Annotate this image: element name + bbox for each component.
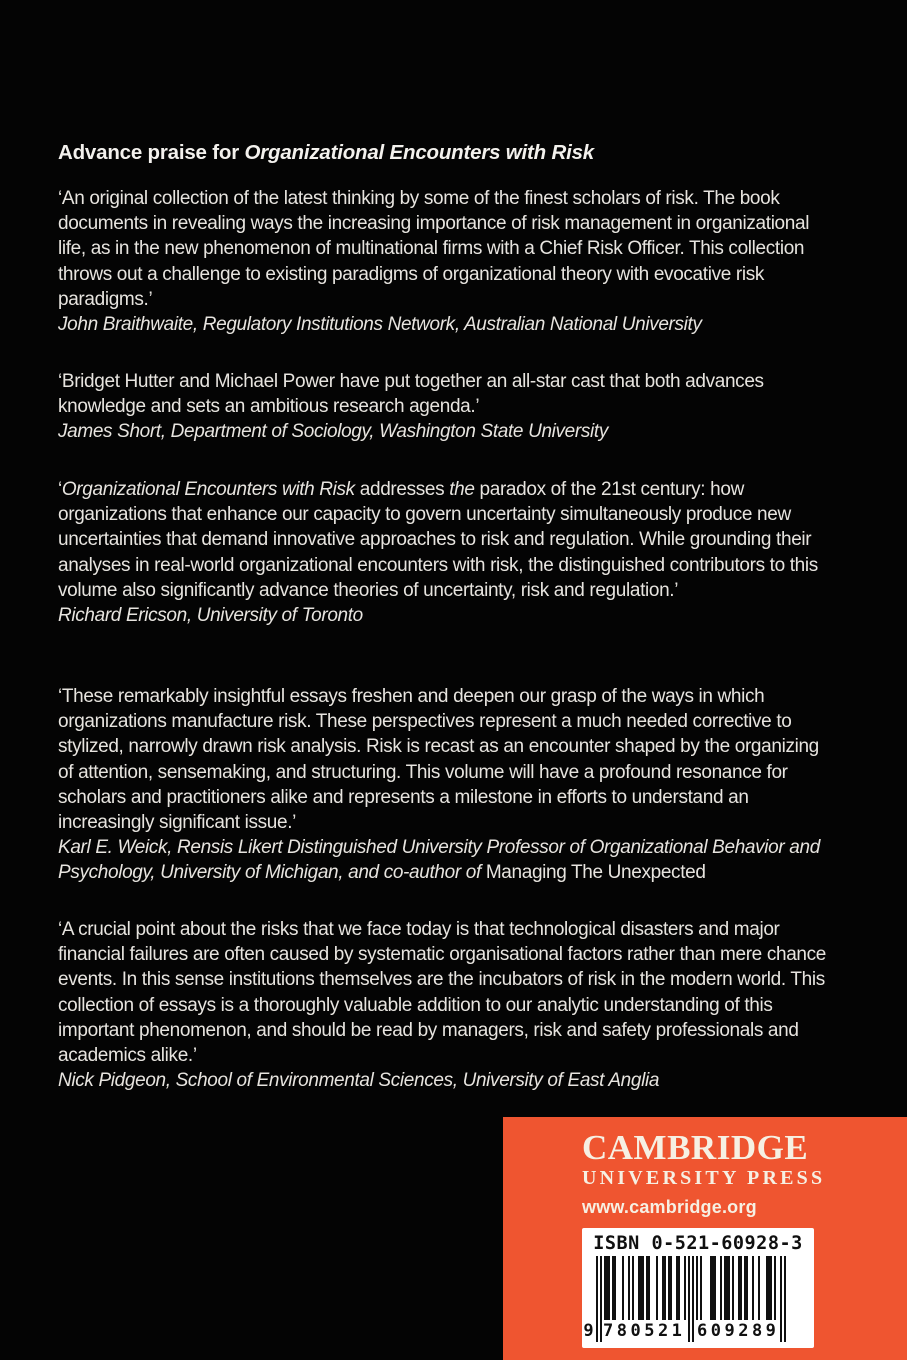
publisher-inner	[503, 1117, 907, 1348]
quote-text: ‘Organizational Encounters with Risk addresses the paradox of the 21st century: how organizations that enhance our capacity to govern uncertainty simultaneously produce new uncertainties that demand innovative approaches to risk and regulation. While grounding their analyses in real-world organizational encounters with risk, the distinguished contributors to this volume also significantly advance theories of uncertainty, risk and regulation.’	[58, 479, 818, 601]
barcode-group1: 780521	[603, 1321, 686, 1341]
quote-block	[58, 917, 836, 1093]
quote-block	[58, 684, 836, 886]
isbn-text: ISBN 0-521-60928-3	[593, 1233, 803, 1254]
barcode-first-digit: 9	[583, 1321, 594, 1341]
publisher-block	[503, 1117, 907, 1360]
quote-block	[58, 369, 836, 445]
quote-attribution: James Short, Department of Sociology, Washington State University	[58, 421, 608, 443]
isbn-box	[582, 1228, 814, 1348]
publisher-website: www.cambridge.org	[582, 1197, 757, 1217]
quote-attribution: Richard Ericson, University of Toronto	[58, 605, 363, 627]
quote-block	[58, 186, 836, 337]
publisher-subname: UNIVERSITY PRESS	[582, 1167, 826, 1189]
quote-text: ‘A crucial point about the risks that we face today is that technological disasters and major financial failures are often caused by systematic organisational factors rather than mere chance events. In this sense institutions themselves are the incubators of risk in the modern world. This collection of essays is a thoroughly valuable addition to our analytic understanding of this important phenomenon, and should be read by managers, risk and safety professionals and academics alike.’	[58, 919, 826, 1067]
barcode	[582, 1256, 814, 1346]
publisher-name: CAMBRIDGE	[582, 1128, 809, 1167]
book-title: Organizational Encounters with Risk	[244, 141, 594, 164]
quote-text: ‘An original collection of the latest thinking by some of the finest scholars of risk. The book documents in revealing ways the increasing importance of risk management in organizational life, as in the new phenomenon of multinational firms with a Chief Risk Officer. This collection throws out a challenge to existing paradigms of organizational theory with evocative risk paradigms.’	[58, 188, 810, 310]
barcode-group2: 609289	[697, 1321, 780, 1341]
quote-block	[58, 477, 836, 628]
quote-text: ‘Bridget Hutter and Michael Power have put together an all-star cast that both advances knowledge and sets an ambitious research agenda.’	[58, 371, 764, 418]
quote-attribution: Nick Pidgeon, School of Environmental Sciences, University of East Anglia	[58, 1070, 660, 1092]
quote-text: ‘These remarkably insightful essays freshen and deepen our grasp of the ways in which organizations manufacture risk. These perspectives represent a much needed corrective to stylized, narrowly drawn risk analysis. Risk is recast as an encounter shaped by the organizing of attention, sensemaking, and structuring. This volume will have a profound resonance for scholars and practitioners alike and represents a milestone in efforts to understand an increasingly significant issue.’	[58, 686, 819, 834]
praise-heading-prefix: Advance praise for	[58, 141, 245, 164]
quote-attribution: John Braithwaite, Regulatory Institutions Network, Australian National University	[58, 314, 702, 336]
praise-heading	[58, 141, 594, 165]
quote-attribution: Karl E. Weick, Rensis Likert Distinguished University Professor of Organizational Behavior and Psychology, University of Michigan, and co-author of Managing The Unexpected	[58, 837, 820, 884]
